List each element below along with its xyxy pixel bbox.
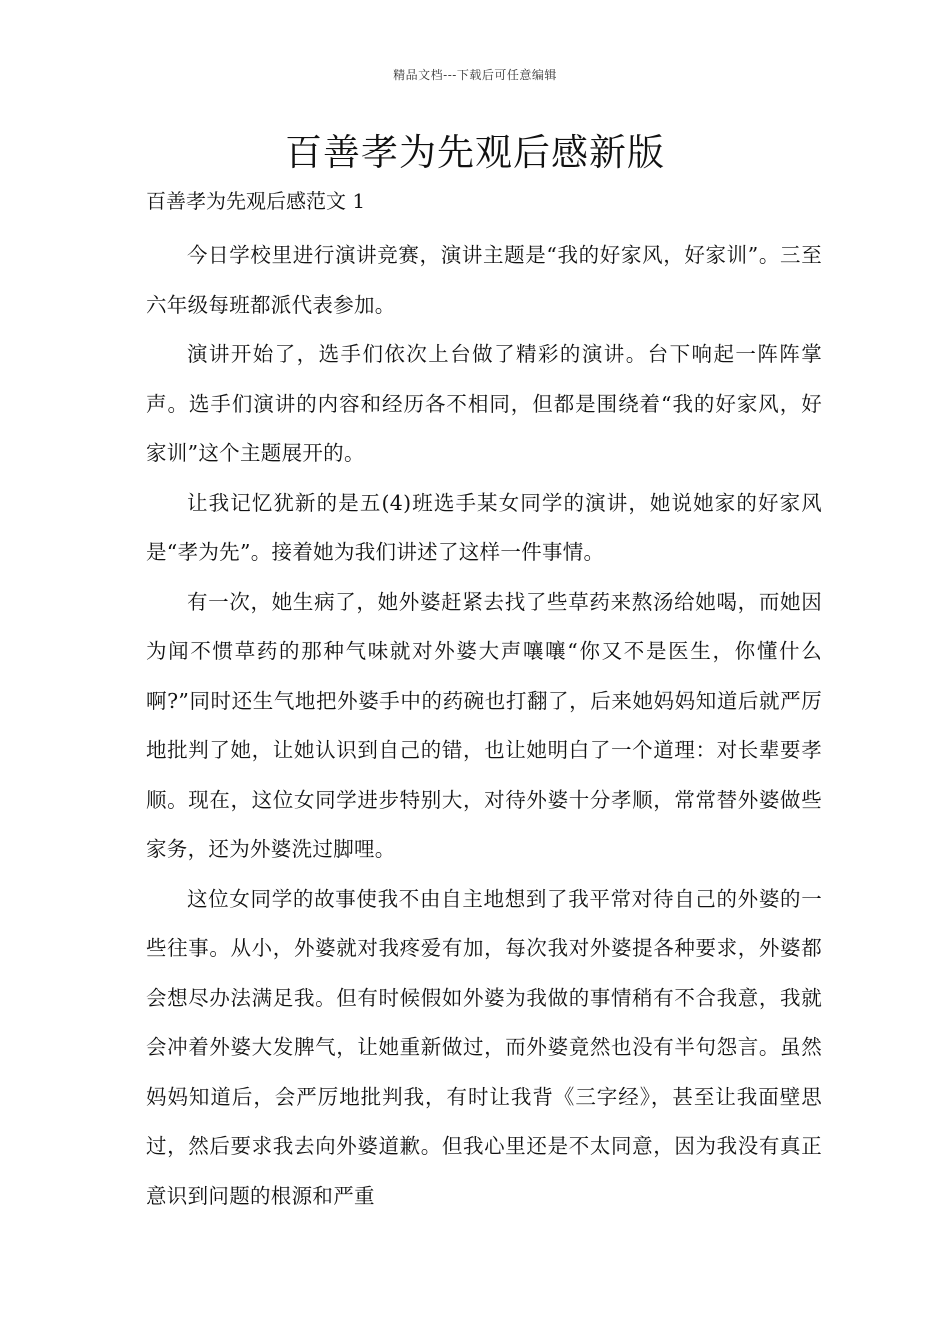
paragraph: 让我记忆犹新的是五(4)班选手某女同学的演讲，她说她家的好家风是“孝为先”。接着她为我们讲述了这样一件事情。 <box>146 490 822 564</box>
header-note: 精品文档---下载后可任意编辑 <box>393 68 557 82</box>
paragraph: 演讲开始了，选手们依次上台做了精彩的演讲。台下响起一阵阵掌声。选手们演讲的内容和经历各不相同，但都是围绕着“我的好家风，好家训”这个主题展开的。 <box>146 342 822 465</box>
paragraph: 有一次，她生病了，她外婆赶紧去找了些草药来熬汤给她喝，而她因为闻不惯草药的那种气味就对外婆大声嚷嚷“你又不是医生，你懂什么啊?”同时还生气地把外婆手中的药碗也打翻了，后来她妈妈知道后就严厉地批判了她，让她认识到自己的错，也让她明白了一个道理：对长辈要孝顺。现在，这位女同学进步特别大，对待外婆十分孝顺，常常替外婆做些家务，还为外婆洗过脚哩。 <box>146 589 822 861</box>
document-body <box>146 231 822 1221</box>
document-subtitle: 百善孝为先观后感范文 1 <box>146 189 366 213</box>
paragraph: 这位女同学的故事使我不由自主地想到了我平常对待自己的外婆的一些往事。从小，外婆就对我疼爱有加，每次我对外婆提各种要求，外婆都会想尽办法满足我。但有时候假如外婆为我做的事情稍有不合我意，我就会冲着外婆大发脾气，让她重新做过，而外婆竟然也没有半句怨言。虽然妈妈知道后，会严厉地批判我，有时让我背《三字经》，甚至让我面壁思过，然后要求我去向外婆道歉。但我心里还是不太同意，因为我没有真正意识到问题的根源和严重 <box>146 886 822 1208</box>
document-title: 百善孝为先观后感新版 <box>285 131 665 174</box>
paragraph: 今日学校里进行演讲竞赛，演讲主题是“我的好家风，好家训”。三至六年级每班都派代表参加。 <box>146 243 822 317</box>
